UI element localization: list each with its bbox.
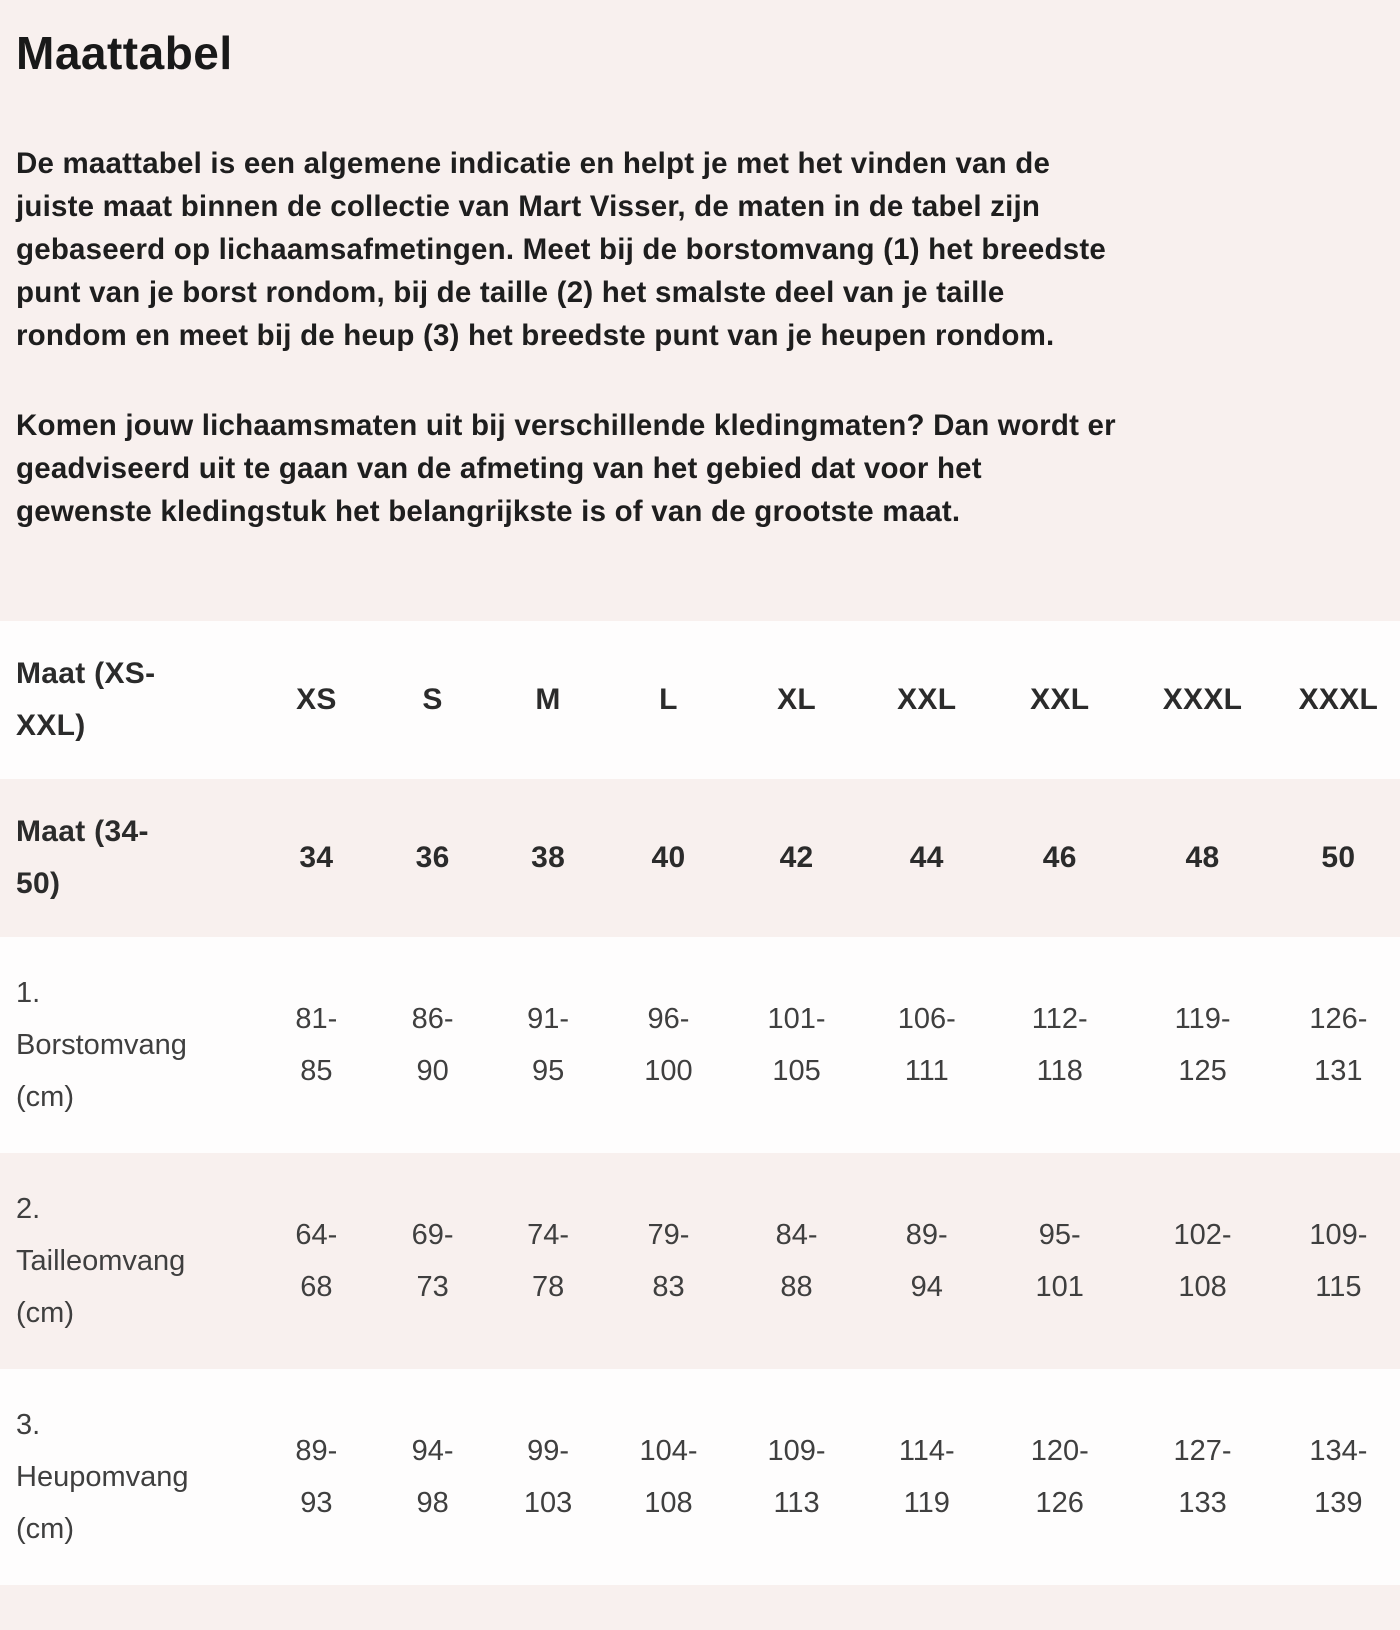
cell-value: 50 [1321,841,1356,874]
cell-value: 109- 115 [1309,1219,1368,1303]
cell-value: 44 [909,841,944,874]
cell-value: XXXL [1298,683,1379,716]
cell-value: 86- 90 [411,1003,454,1087]
size-guide-section [0,27,1400,533]
cell-value: XS [296,683,337,716]
cell-value: 126- 131 [1309,1003,1368,1087]
cell-value: 89- 93 [295,1435,338,1519]
cell-value: 91- 95 [527,1003,570,1087]
cell-value: 127- 133 [1173,1435,1232,1519]
cell-value: 106- 111 [897,1003,956,1087]
cell-value: 104- 108 [639,1435,698,1519]
cell-value: 74- 78 [527,1219,570,1303]
row-label: 3. Heupomvang (cm) [16,1409,189,1545]
cell-value: 102- 108 [1173,1219,1232,1303]
cell-value: L [659,683,678,716]
table-row [0,621,1400,779]
cell-value: 81- 85 [295,1003,338,1087]
cell-value: 101- 105 [767,1003,826,1087]
cell-value: 38 [531,841,566,874]
table-row [0,1153,1400,1369]
cell-value: 99- 103 [523,1435,573,1519]
cell-value: 48 [1185,841,1220,874]
table-row [0,1369,1400,1585]
row-label: Maat (XS- XXL) [16,657,156,742]
row-label: 2. Tailleomvang (cm) [16,1193,186,1329]
cell-value: 95- 101 [1035,1219,1084,1303]
cell-value: 120- 126 [1030,1435,1089,1519]
cell-value: S [422,683,443,716]
cell-value: 84- 88 [775,1219,818,1303]
cell-value: XXL [897,683,957,716]
cell-value: XL [777,683,817,716]
cell-value: M [535,683,561,716]
cell-value: 94- 98 [411,1435,454,1519]
intro-paragraph: Komen jouw lichaamsmaten uit bij verschillende kledingmaten? Dan wordt er geadviseerd uit te gaan van de afmeting van het gebied dat voor het gewenste kledingstuk het belangrijkste is of van de grootste maat. [16,409,1116,528]
cell-value: XXXL [1162,683,1243,716]
table-row [0,779,1400,937]
cell-value: 112- 118 [1031,1003,1088,1087]
cell-value: 40 [651,841,686,874]
cell-value: 134- 139 [1309,1435,1368,1519]
cell-value: 64- 68 [295,1219,338,1303]
cell-value: 109- 113 [767,1435,826,1519]
cell-value: 69- 73 [411,1219,454,1303]
page-title: Maattabel [16,27,233,79]
cell-value: 96- 100 [644,1003,693,1087]
intro-paragraph: De maattabel is een algemene indicatie en helpt je met het vinden van de juiste maat binnen de collectie van Mart Visser, de maten in de tabel zijn gebaseerd op lichaamsafmetingen. Meet bij de borstomvang (1) het breedste punt van je borst rondom, bij de taille (2) het smalste deel van je taille rondom en meet bij de heup (3) het breedste punt van je heupen rondom. [16,147,1106,352]
cell-value: 89- 94 [905,1219,948,1303]
cell-value: 34 [299,841,334,874]
cell-value: XXL [1030,683,1090,716]
cell-value: 119- 125 [1174,1003,1231,1087]
cell-value: 36 [415,841,450,874]
size-table-body [0,621,1400,1585]
intro-text [16,142,1384,533]
cell-value: 46 [1042,841,1077,874]
row-label: 1. Borstomvang (cm) [16,977,187,1113]
row-label: Maat (34- 50) [16,815,149,900]
cell-value: 42 [779,841,814,874]
size-table [0,621,1400,1585]
table-row [0,937,1400,1153]
cell-value: 114- 119 [898,1435,955,1519]
cell-value: 79- 83 [647,1219,690,1303]
